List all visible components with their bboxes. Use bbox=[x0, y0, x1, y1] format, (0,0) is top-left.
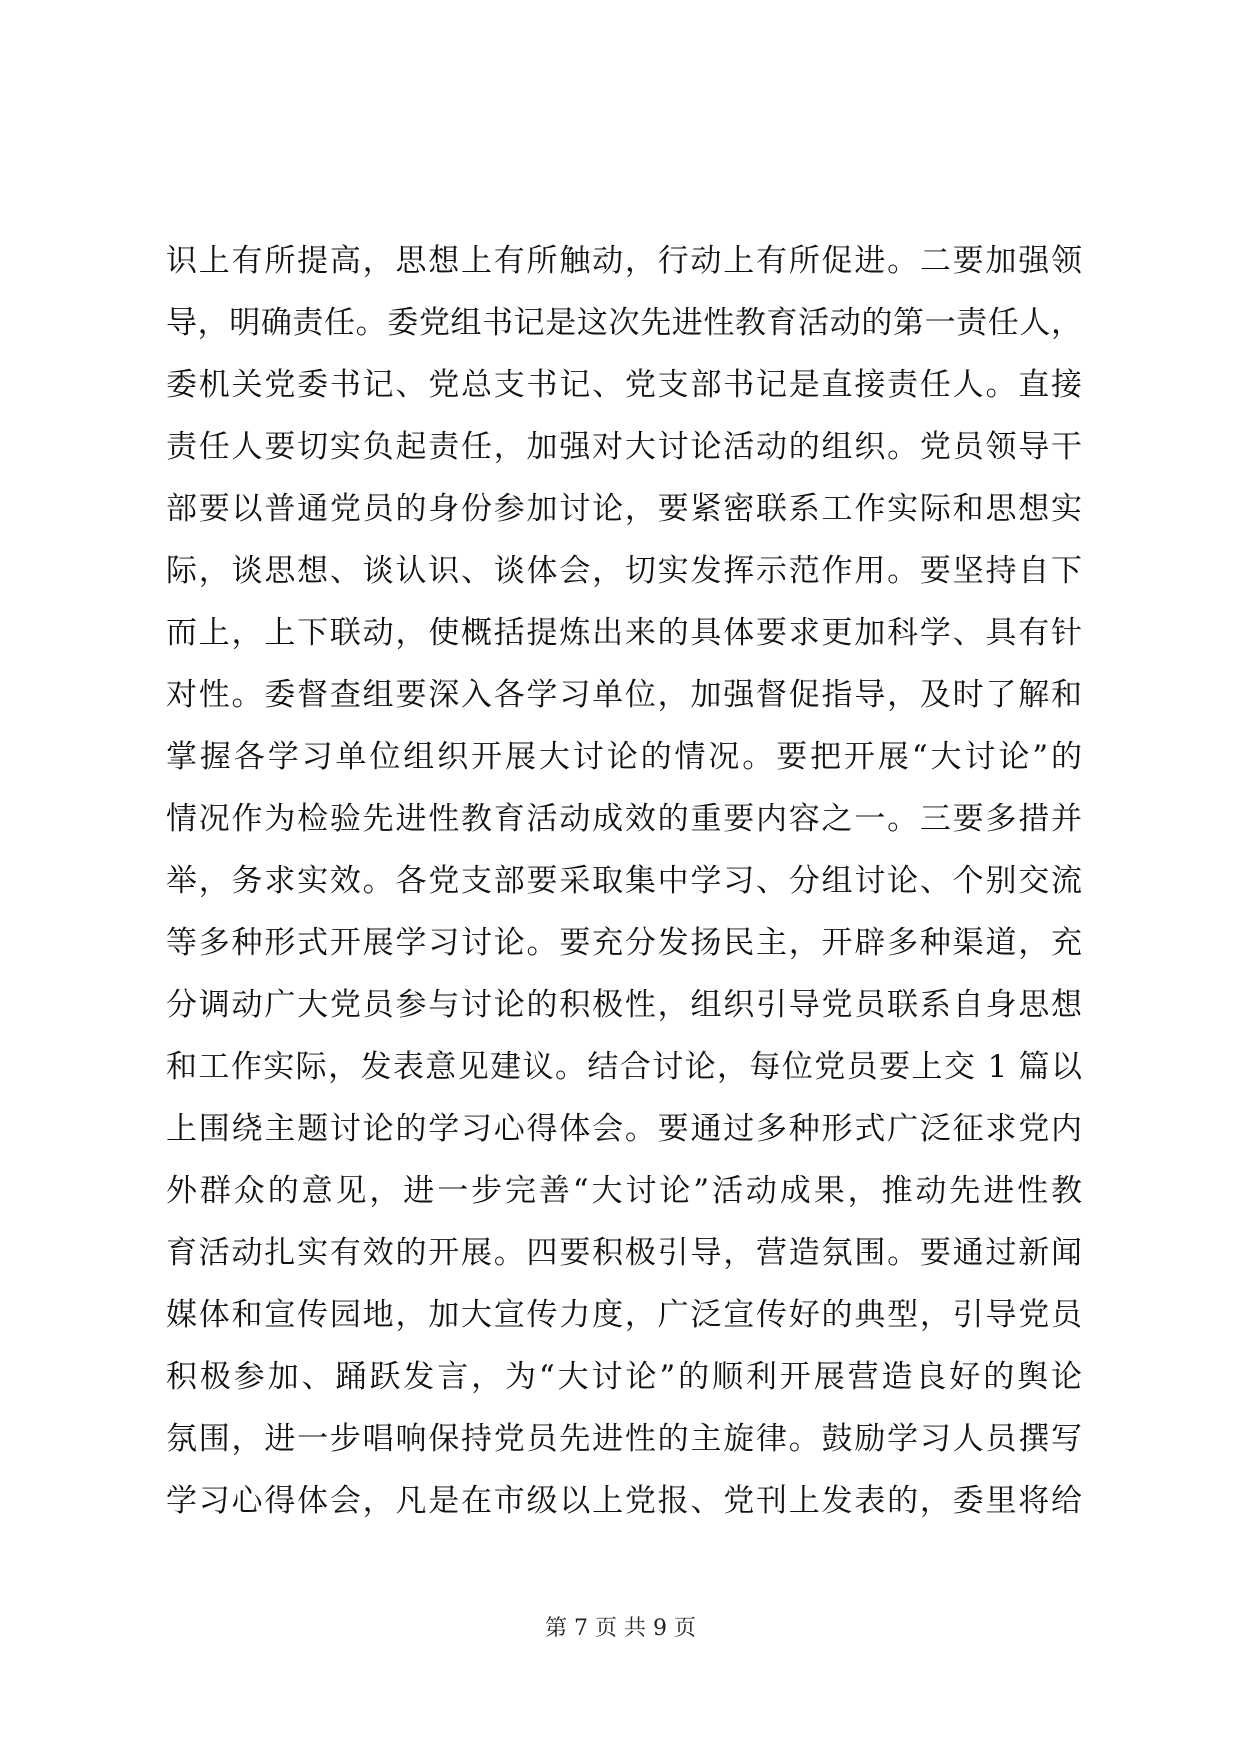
body-text bbox=[166, 230, 1082, 1532]
text-line: 而上，上下联动，使概括提炼出来的具体要求更加科学、具有针 bbox=[166, 615, 1082, 651]
text-line: 等多种形式开展学习讨论。要充分发扬民主，开辟多种渠道，充 bbox=[166, 925, 1082, 961]
text-line: 育活动扎实有效的开展。四要积极引导，营造氛围。要通过新闻 bbox=[166, 1235, 1082, 1271]
text-line: 外群众的意见，进一步完善“大讨论”活动成果，推动先进性教 bbox=[166, 1173, 1082, 1209]
text-line: 媒体和宣传园地，加大宣传力度，广泛宣传好的典型，引导党员 bbox=[166, 1297, 1082, 1333]
page-number-footer: 第 7 页 共 9 页 bbox=[545, 1616, 696, 1641]
text-line: 举，务求实效。各党支部要采取集中学习、分组讨论、个别交流 bbox=[166, 863, 1082, 899]
text-line: 情况作为检验先进性教育活动成效的重要内容之一。三要多措并 bbox=[166, 801, 1082, 837]
text-line: 导，明确责任。委党组书记是这次先进性教育活动的第一责任人， bbox=[166, 305, 1082, 341]
text-line: 掌握各学习单位组织开展大讨论的情况。要把开展“大讨论”的 bbox=[166, 739, 1082, 775]
text-line: 部要以普通党员的身份参加讨论，要紧密联系工作实际和思想实 bbox=[166, 491, 1082, 527]
text-line: 识上有所提高，思想上有所触动，行动上有所促进。二要加强领 bbox=[166, 243, 1082, 279]
text-line: 和工作实际，发表意见建议。结合讨论，每位党员要上交 1 篇以 bbox=[166, 1049, 1082, 1085]
text-line: 氛围，进一步唱响保持党员先进性的主旋律。鼓励学习人员撰写 bbox=[166, 1421, 1082, 1457]
text-line: 委机关党委书记、党总支书记、党支部书记是直接责任人。直接 bbox=[166, 367, 1082, 403]
text-line: 上围绕主题讨论的学习心得体会。要通过多种形式广泛征求党内 bbox=[166, 1111, 1082, 1147]
text-line: 责任人要切实负起责任，加强对大讨论活动的组织。党员领导干 bbox=[166, 429, 1082, 465]
text-line: 学习心得体会，凡是在市级以上党报、党刊上发表的，委里将给 bbox=[166, 1483, 1082, 1519]
text-line: 积极参加、踊跃发言，为“大讨论”的顺利开展营造良好的舆论 bbox=[166, 1359, 1082, 1395]
text-line: 分调动广大党员参与讨论的积极性，组织引导党员联系自身思想 bbox=[166, 987, 1082, 1023]
text-line: 对性。委督查组要深入各学习单位，加强督促指导，及时了解和 bbox=[166, 677, 1082, 713]
text-line: 际，谈思想、谈认识、谈体会，切实发挥示范作用。要坚持自下 bbox=[166, 553, 1082, 589]
